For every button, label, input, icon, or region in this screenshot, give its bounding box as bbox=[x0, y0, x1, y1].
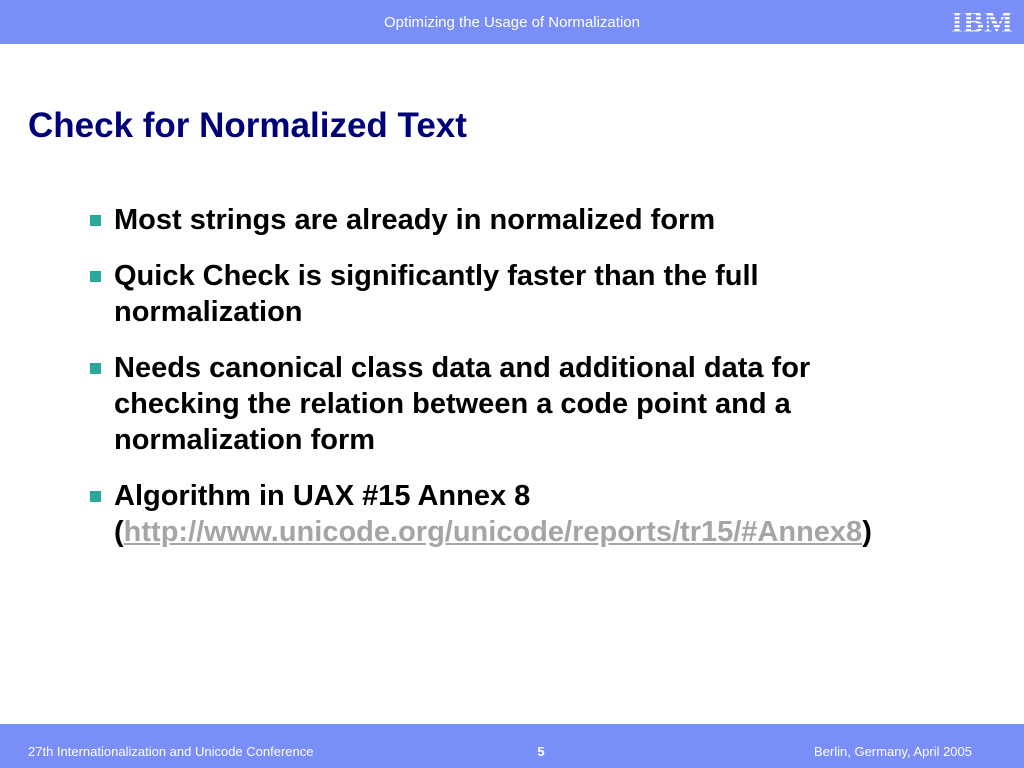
presentation-title: Optimizing the Usage of Normalization bbox=[384, 14, 640, 31]
footer-bar bbox=[0, 724, 1024, 768]
annex-link[interactable]: http://www.unicode.org/unicode/reports/tr15/#Annex8 bbox=[123, 516, 863, 548]
bullet-item bbox=[0, 478, 940, 550]
square-bullet-icon bbox=[90, 215, 101, 226]
header-bar bbox=[0, 0, 1024, 44]
square-bullet-icon bbox=[90, 491, 101, 502]
bullet-text: Algorithm in UAX #15 Annex 8 bbox=[114, 480, 531, 512]
conference-name: 27th Internationalization and Unicode Conference bbox=[28, 744, 314, 759]
ibm-logo-icon bbox=[946, 5, 1018, 37]
square-bullet-icon bbox=[90, 363, 101, 374]
conference-location: Berlin, Germany, April 2005 bbox=[814, 744, 972, 759]
bullet-item bbox=[0, 350, 940, 458]
bullet-text: Quick Check is significantly faster than the full normalization bbox=[114, 260, 759, 328]
slide-title: Check for Normalized Text bbox=[28, 106, 467, 145]
square-bullet-icon bbox=[90, 271, 101, 282]
bullet-item bbox=[0, 202, 940, 238]
bullet-list bbox=[0, 202, 940, 570]
bullet-text: Needs canonical class data and additional data for checking the relation between a code point and a normalization form bbox=[114, 352, 811, 456]
ibm-logo-text: IBM bbox=[951, 5, 1013, 37]
paren-open: ( bbox=[114, 516, 124, 548]
paren-close: ) bbox=[862, 516, 872, 548]
bullet-item bbox=[0, 258, 940, 330]
page-number: 5 bbox=[537, 744, 545, 759]
bullet-text: Most strings are already in normalized form bbox=[114, 204, 716, 236]
